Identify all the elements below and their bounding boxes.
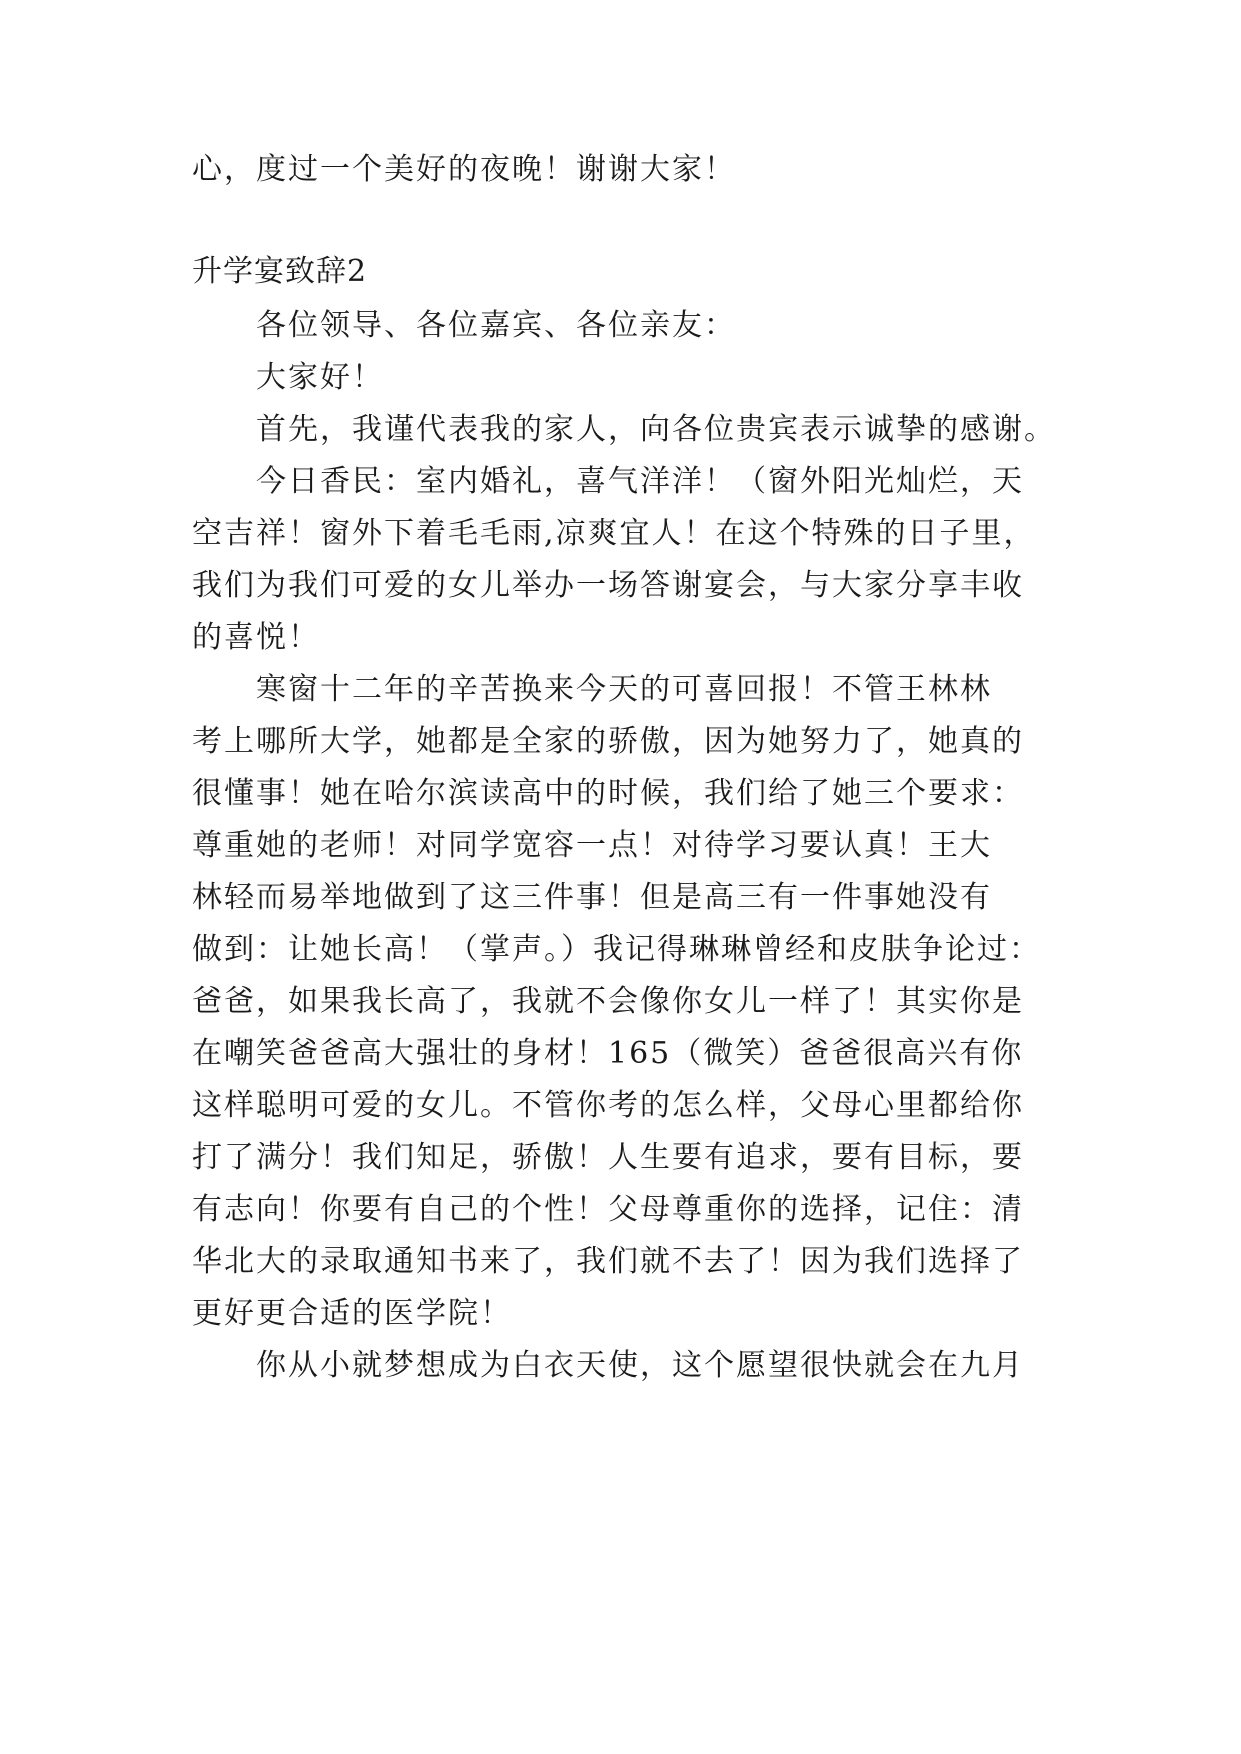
section-heading: 升学宴致辞2 [192,254,368,289]
salutation: 各位领导、各位嘉宾、各位亲友： [256,308,736,343]
text-line: 林轻而易举地做到了这三件事！但是高三有一件事她没有 [192,880,992,915]
text-line: 在嘲笑爸爸高大强壮的身材！165（微笑）爸爸很高兴有你 [192,1036,1024,1071]
text-line: 尊重她的老师！对同学宽容一点！对待学习要认真！王大 [192,828,992,863]
text-line: 空吉祥！窗外下着毛毛雨,凉爽宜人！在这个特殊的日子里， [192,516,1036,551]
text-line: 这样聪明可爱的女儿。不管你考的怎么样，父母心里都给你 [192,1088,1024,1123]
text-line: 打了满分！我们知足，骄傲！人生要有追求，要有目标，要 [192,1140,1024,1175]
text-line: 很懂事！她在哈尔滨读高中的时候，我们给了她三个要求： [192,776,1024,811]
text-line: 更好更合适的医学院！ [192,1296,512,1331]
text-line: 心，度过一个美好的夜晚！谢谢大家！ [192,152,736,187]
text-line: 考上哪所大学，她都是全家的骄傲，因为她努力了，她真的 [192,724,1024,759]
text-line: 你从小就梦想成为白衣天使，这个愿望很快就会在九月 [256,1348,1024,1383]
text-line: 做到：让她长高！（掌声。）我记得琳琳曾经和皮肤争论过： [192,932,1041,967]
text-line: 华北大的录取通知书来了，我们就不去了！因为我们选择了 [192,1244,1024,1279]
greeting: 大家好！ [256,360,384,395]
text-line: 爸爸，如果我长高了，我就不会像你女儿一样了！其实你是 [192,984,1024,1019]
text-line: 有志向！你要有自己的个性！父母尊重你的选择，记住：清 [192,1192,1024,1227]
text-line: 我们为我们可爱的女儿举办一场答谢宴会，与大家分享丰收 [192,568,1024,603]
text-line: 今日香民：室内婚礼，喜气洋洋！（窗外阳光灿烂，天 [256,464,1024,499]
text-line: 首先，我谨代表我的家人，向各位贵宾表示诚挚的感谢。 [256,412,1056,447]
text-line: 的喜悦！ [192,620,320,655]
text-line: 寒窗十二年的辛苦换来今天的可喜回报！不管王林林 [256,672,992,707]
